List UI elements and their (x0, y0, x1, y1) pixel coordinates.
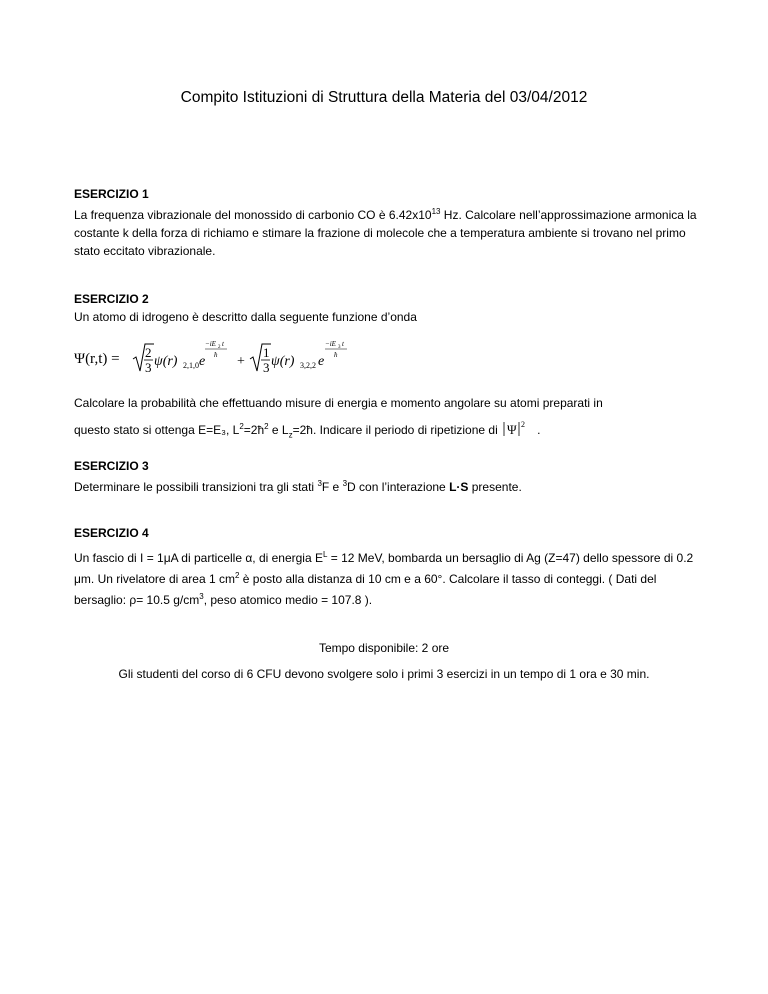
psi-2-sub: 3,2,2 (300, 361, 316, 370)
exercise-3-text: Determinare le possibili transizioni tra gli stati $^3$F e $^3$D con l’interazione L·S presente. (74, 479, 522, 494)
exercise-2-line-1: Calcolare la probabilità che effettuando misure di energia e momento angolare su atomi preparati in (74, 396, 603, 410)
exercise-1-heading: ESERCIZIO 1 (74, 187, 149, 201)
exp1-num: −iE (205, 340, 216, 348)
exp-e-2: e (318, 354, 325, 369)
exercise-1 (74, 185, 704, 260)
exp1-num-sub: 2 (218, 345, 221, 350)
exercise-1-text: La frequenza vibrazionale del monossido di carbonio CO è $6.42x10^{13}$ Hz. Calcolare nell’approssimazione armonica la costante k della forza di richiamo e stimare la frazione di molecole che a temperatura ambiente si trovano nel primo stato eccitato vibrazionale. (74, 207, 697, 258)
modulus-psi-squared (501, 420, 537, 438)
coef2-numerator: 1 (263, 345, 270, 360)
exercise-4 (74, 524, 704, 609)
exp2-num: −iE (325, 340, 336, 348)
exp1-t: t (222, 340, 224, 348)
exercise-2-line-2: questo stato si ottenga E=E₃, $L^2=2ħ^2$ e $L_z=2ħ$. Indicare il periodo di ripetizione di Ψ 2 . (74, 420, 541, 440)
exercise-2-heading: ESERCIZIO 2 (74, 292, 149, 306)
time-available: Tempo disponibile: 2 ore (318, 641, 450, 655)
plus-sign: + (237, 354, 245, 369)
exercise-2 (74, 290, 704, 326)
exercise-4-text: Un fascio di I = 1μA di particelle α, di energia $E^L = 12$ MeV, bombarda un bersaglio di Ag (Z=47) dello spessore di 0.2 μm. Un rivelatore di area 1 $cm^2$ è posto alla distanza di 10 cm e a 60°. Calcolare il tasso di conteggi. ( Dati del bersaglio: ρ= 10.5 $g/cm^3$, peso atomico medio = 107.8 ). (74, 550, 694, 607)
formula-lhs: Ψ(r,t) = (74, 351, 120, 367)
exp1-den: ħ (214, 351, 218, 359)
exp2-den: ħ (334, 351, 338, 359)
exercise-2-question (74, 394, 704, 444)
exp-e-1: e (199, 354, 206, 369)
wavefunction-formula (74, 336, 374, 380)
exercise-4-heading: ESERCIZIO 4 (74, 526, 149, 540)
svg-text:2: 2 (521, 420, 526, 429)
coef1-denominator: 3 (145, 360, 152, 375)
page-title: Compito Istituzioni di Struttura della Materia del 03/04/2012 (180, 89, 588, 106)
exp2-num-sub: 3 (338, 345, 341, 350)
coef1-numerator: 2 (145, 345, 152, 360)
cfu-note: Gli studenti del corso di 6 CFU devono svolgere solo i primi 3 esercizi in un tempo di 1 ora e 30 min. (118, 667, 650, 681)
svg-text:Ψ: Ψ (507, 422, 517, 437)
exercise-3 (74, 457, 704, 496)
exp2-t: t (342, 340, 344, 348)
exercise-3-heading: ESERCIZIO 3 (74, 459, 149, 473)
psi-1: ψ(r) (154, 354, 178, 369)
psi-1-sub: 2,1,0 (183, 361, 199, 370)
coef2-denominator: 3 (263, 360, 270, 375)
psi-2: ψ(r) (271, 354, 295, 369)
exercise-2-intro: Un atomo di idrogeno è descritto dalla seguente funzione d’onda (74, 310, 417, 324)
